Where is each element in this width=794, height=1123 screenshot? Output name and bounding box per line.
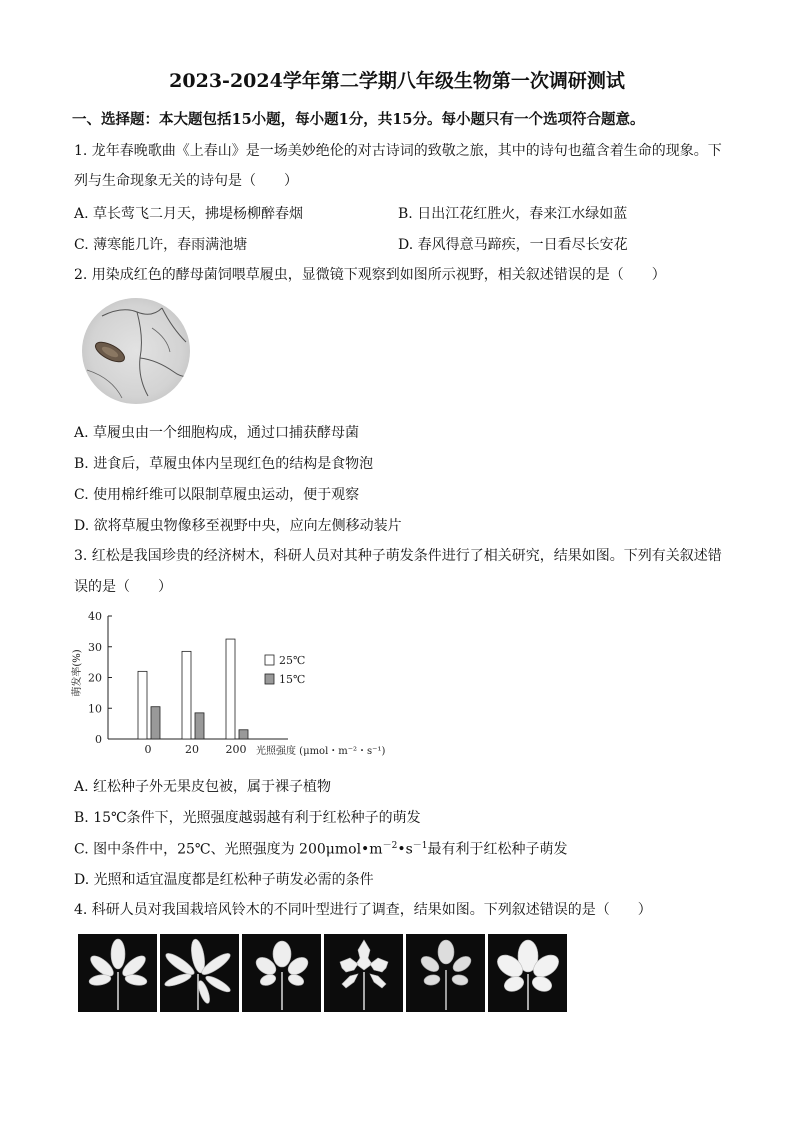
- q3-option-c-pre: C. 图中条件中，25℃、光照强度为 200μmol•m: [74, 841, 383, 858]
- bar-15c: [151, 707, 160, 739]
- y-tick-label: 10: [88, 702, 102, 716]
- q3-option-c: [74, 838, 568, 859]
- q1-stem-line2: 列与生命现象无关的诗句是（ ）: [74, 173, 298, 189]
- y-axis-label: 萌发率(%): [72, 649, 83, 697]
- q2-option-a: A. 草履虫由一个细胞构成，通过口捕获酵母菌: [74, 425, 360, 441]
- leaf-image-1: [78, 934, 157, 1012]
- bar-25c: [226, 639, 235, 739]
- q4-stem: 4. 科研人员对我国栽培风铃木的不同叶型进行了调查，结果如图。下列叙述错误的是（ ）: [74, 902, 652, 918]
- leaf-image-4: [324, 934, 403, 1012]
- q1-option-b: B. 日出江花红胜火，春来江水绿如蓝: [398, 206, 628, 222]
- q3-option-b: B. 15℃条件下，光照强度越弱越有利于红松种子的萌发: [74, 810, 421, 826]
- legend-label: 25℃: [279, 654, 306, 667]
- q3-option-c-sup2: －1: [412, 841, 428, 851]
- bar-25c: [182, 651, 191, 739]
- q2-option-b: B. 进食后，草履虫体内呈现红色的结构是食物泡: [74, 456, 374, 472]
- bar-15c: [239, 730, 248, 739]
- q1-option-c: C. 薄寒能几许，春雨满池塘: [74, 237, 248, 253]
- legend-label: 15℃: [279, 673, 306, 686]
- q3-option-c-post: 最有利于红松种子萌发: [427, 841, 568, 858]
- q3-stem-line2: 误的是（ ）: [74, 579, 172, 595]
- q3-option-c-mid: •s: [397, 841, 413, 858]
- q3-option-a: A. 红松种子外无果皮包被，属于裸子植物: [74, 779, 332, 795]
- q2-option-d: D. 欲将草履虫物像移至视野中央，应向左侧移动装片: [74, 518, 402, 534]
- q1-option-d: D. 春风得意马蹄疾，一日看尽长安花: [398, 237, 628, 253]
- y-tick-label: 20: [88, 671, 102, 685]
- germination-chart: [70, 603, 420, 758]
- section-heading: 一、选择题：本大题包括15小题，每小题1分，共15分。每小题只有一个选项符合题意。: [72, 111, 645, 128]
- legend-swatch: [265, 655, 274, 665]
- bar-15c: [195, 713, 204, 739]
- leaf-image-3: [242, 934, 321, 1012]
- y-tick-label: 40: [88, 610, 102, 623]
- legend-swatch: [265, 674, 274, 684]
- x-tick-label: 20: [185, 743, 199, 756]
- q1-option-a: A. 草长莺飞二月天，拂堤杨柳醉春烟: [74, 206, 304, 222]
- q2-option-c: C. 使用棉纤维可以限制草履虫运动，便于观察: [74, 487, 360, 503]
- leaf-panel-1: [78, 934, 157, 1012]
- q3-stem-line1: 3. 红松是我国珍贵的经济树木，科研人员对其种子萌发条件进行了相关研究，结果如图。下列有关叙述错: [74, 548, 722, 564]
- leaf-panel-5: [406, 934, 485, 1012]
- leaf-image-2: [160, 934, 239, 1012]
- leaf-panel-6: [488, 934, 567, 1012]
- q2-stem: 2. 用染成红色的酵母菌饲喂草履虫，显微镜下观察到如图所示视野，相关叙述错误的是（ ）: [74, 267, 666, 283]
- paramecium-figure: [82, 298, 190, 404]
- leaf-image-6: [488, 934, 567, 1012]
- x-tick-label: 200: [225, 743, 247, 756]
- x-tick-label: 0: [144, 743, 152, 756]
- x-axis-label: 光照强度 (μmol・m⁻²・s⁻¹): [256, 746, 386, 757]
- microscope-image: [82, 298, 190, 404]
- q1-stem-line1: 1. 龙年春晚歌曲《上春山》是一场美妙绝伦的对古诗词的致敬之旅，其中的诗句也蕴含着生命的现象。下: [74, 143, 722, 159]
- page-title: 2023-2024学年第二学期八年级生物第一次调研测试: [169, 70, 625, 92]
- leaf-image-5: [406, 934, 485, 1012]
- y-tick-label: 30: [88, 640, 102, 654]
- bar-25c: [138, 671, 147, 739]
- q3-option-c-sup: －2: [382, 841, 398, 851]
- q3-option-d: D. 光照和适宜温度都是红松种子萌发必需的条件: [74, 872, 374, 888]
- leaf-panel-3: [242, 934, 321, 1012]
- leaf-panel-2: [160, 934, 239, 1012]
- y-tick-label: 0: [95, 733, 102, 746]
- leaf-panel-4: [324, 934, 403, 1012]
